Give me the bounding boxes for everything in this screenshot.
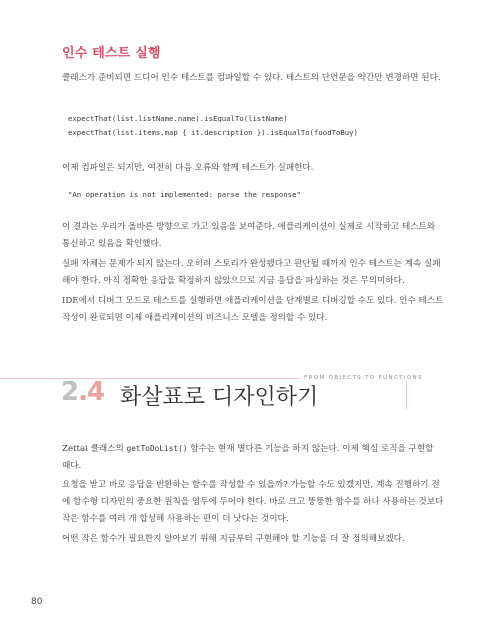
paragraph-small-functions: 어떤 작은 함수가 필요한지 알아보기 위해 지금부터 구현해야 할 기능을 더 잘 정의해보겠다. <box>62 534 405 544</box>
code-line-1: expectThat(list.listName.name).isEqualTo(listName) <box>68 114 288 123</box>
chapter-number-dot: . <box>78 377 87 407</box>
section-title: 인수 테스트 실행 <box>62 46 161 61</box>
chapter-kicker: FROM OBJECTS TO FUNCTIONS <box>300 375 427 381</box>
zettai-text-a: Zettai 클래스의 <box>62 444 127 454</box>
paragraph-failure: 실패 자체는 문제가 되지 않는다. 오히려 스토리가 완성됐다고 판단될 때까지 인수 테스트는 계속 실패해야 한다. 아직 정확한 응답을 확정하지 않았으므로 지금 응답을 파싱하는 것은 무의미하다. <box>62 259 441 286</box>
paragraph-debug: IDE에서 디버그 모드로 테스트를 실행하면 애플리케이션을 단계별로 디버깅할 수도 있다. 인수 테스트 작성이 완료되면 이제 애플리케이션의 비즈니스 모델을 정의할 수 있다. <box>62 296 444 323</box>
chapter-bracket <box>396 378 407 409</box>
chapter-number-minor: 4 <box>86 377 105 407</box>
paragraph-result: 이 결과는 우리가 올바른 방향으로 가고 있음을 보여준다. 애플리케이션이 실제로 시작하고 테스트와 통신하고 있음을 확인했다. <box>62 222 436 249</box>
zettai-text-b: 함수는 현재 별다른 기능을 하지 않는다. 이제 핵심 로직을 구현할 때다. <box>62 444 434 471</box>
code-line-2: expectThat(list.items.map { it.description }).isEqualTo(foodToBuy) <box>68 128 358 137</box>
inline-code-gettodolist: getToDoList() <box>126 444 188 453</box>
chapter-title: 화살표로 디자인하기 <box>120 385 319 410</box>
page-number: 80 <box>31 597 43 607</box>
paragraph-intro: 클래스가 준비되면 드디어 인수 테스트를 컴파일할 수 있다. 테스트의 단언문을 약간만 변경하면 된다. <box>62 73 441 83</box>
error-message: "An operation is not implemented: parse the response" <box>68 190 301 199</box>
chapter-number-major: 2 <box>61 377 79 407</box>
chapter-number <box>61 377 104 407</box>
paragraph-zettai <box>62 440 444 475</box>
paragraph-functional-design: 요청을 받고 바로 응답을 반환하는 함수를 작성할 수 있을까? 가능할 수도 있겠지만, 계속 진행하기 전에 함수형 디자인의 중요한 원칙을 염두에 두어야 한다. 바로 크고 뚱뚱한 함수를 하나 사용하는 것보다 작은 함수를 여러 개 합성해 사용하는 편이 더 낫다는 것이다. <box>62 480 444 524</box>
paragraph-compile: 이제 컴파일은 되지만, 여전히 다음 오류와 함께 테스트가 실패한다. <box>62 163 314 173</box>
